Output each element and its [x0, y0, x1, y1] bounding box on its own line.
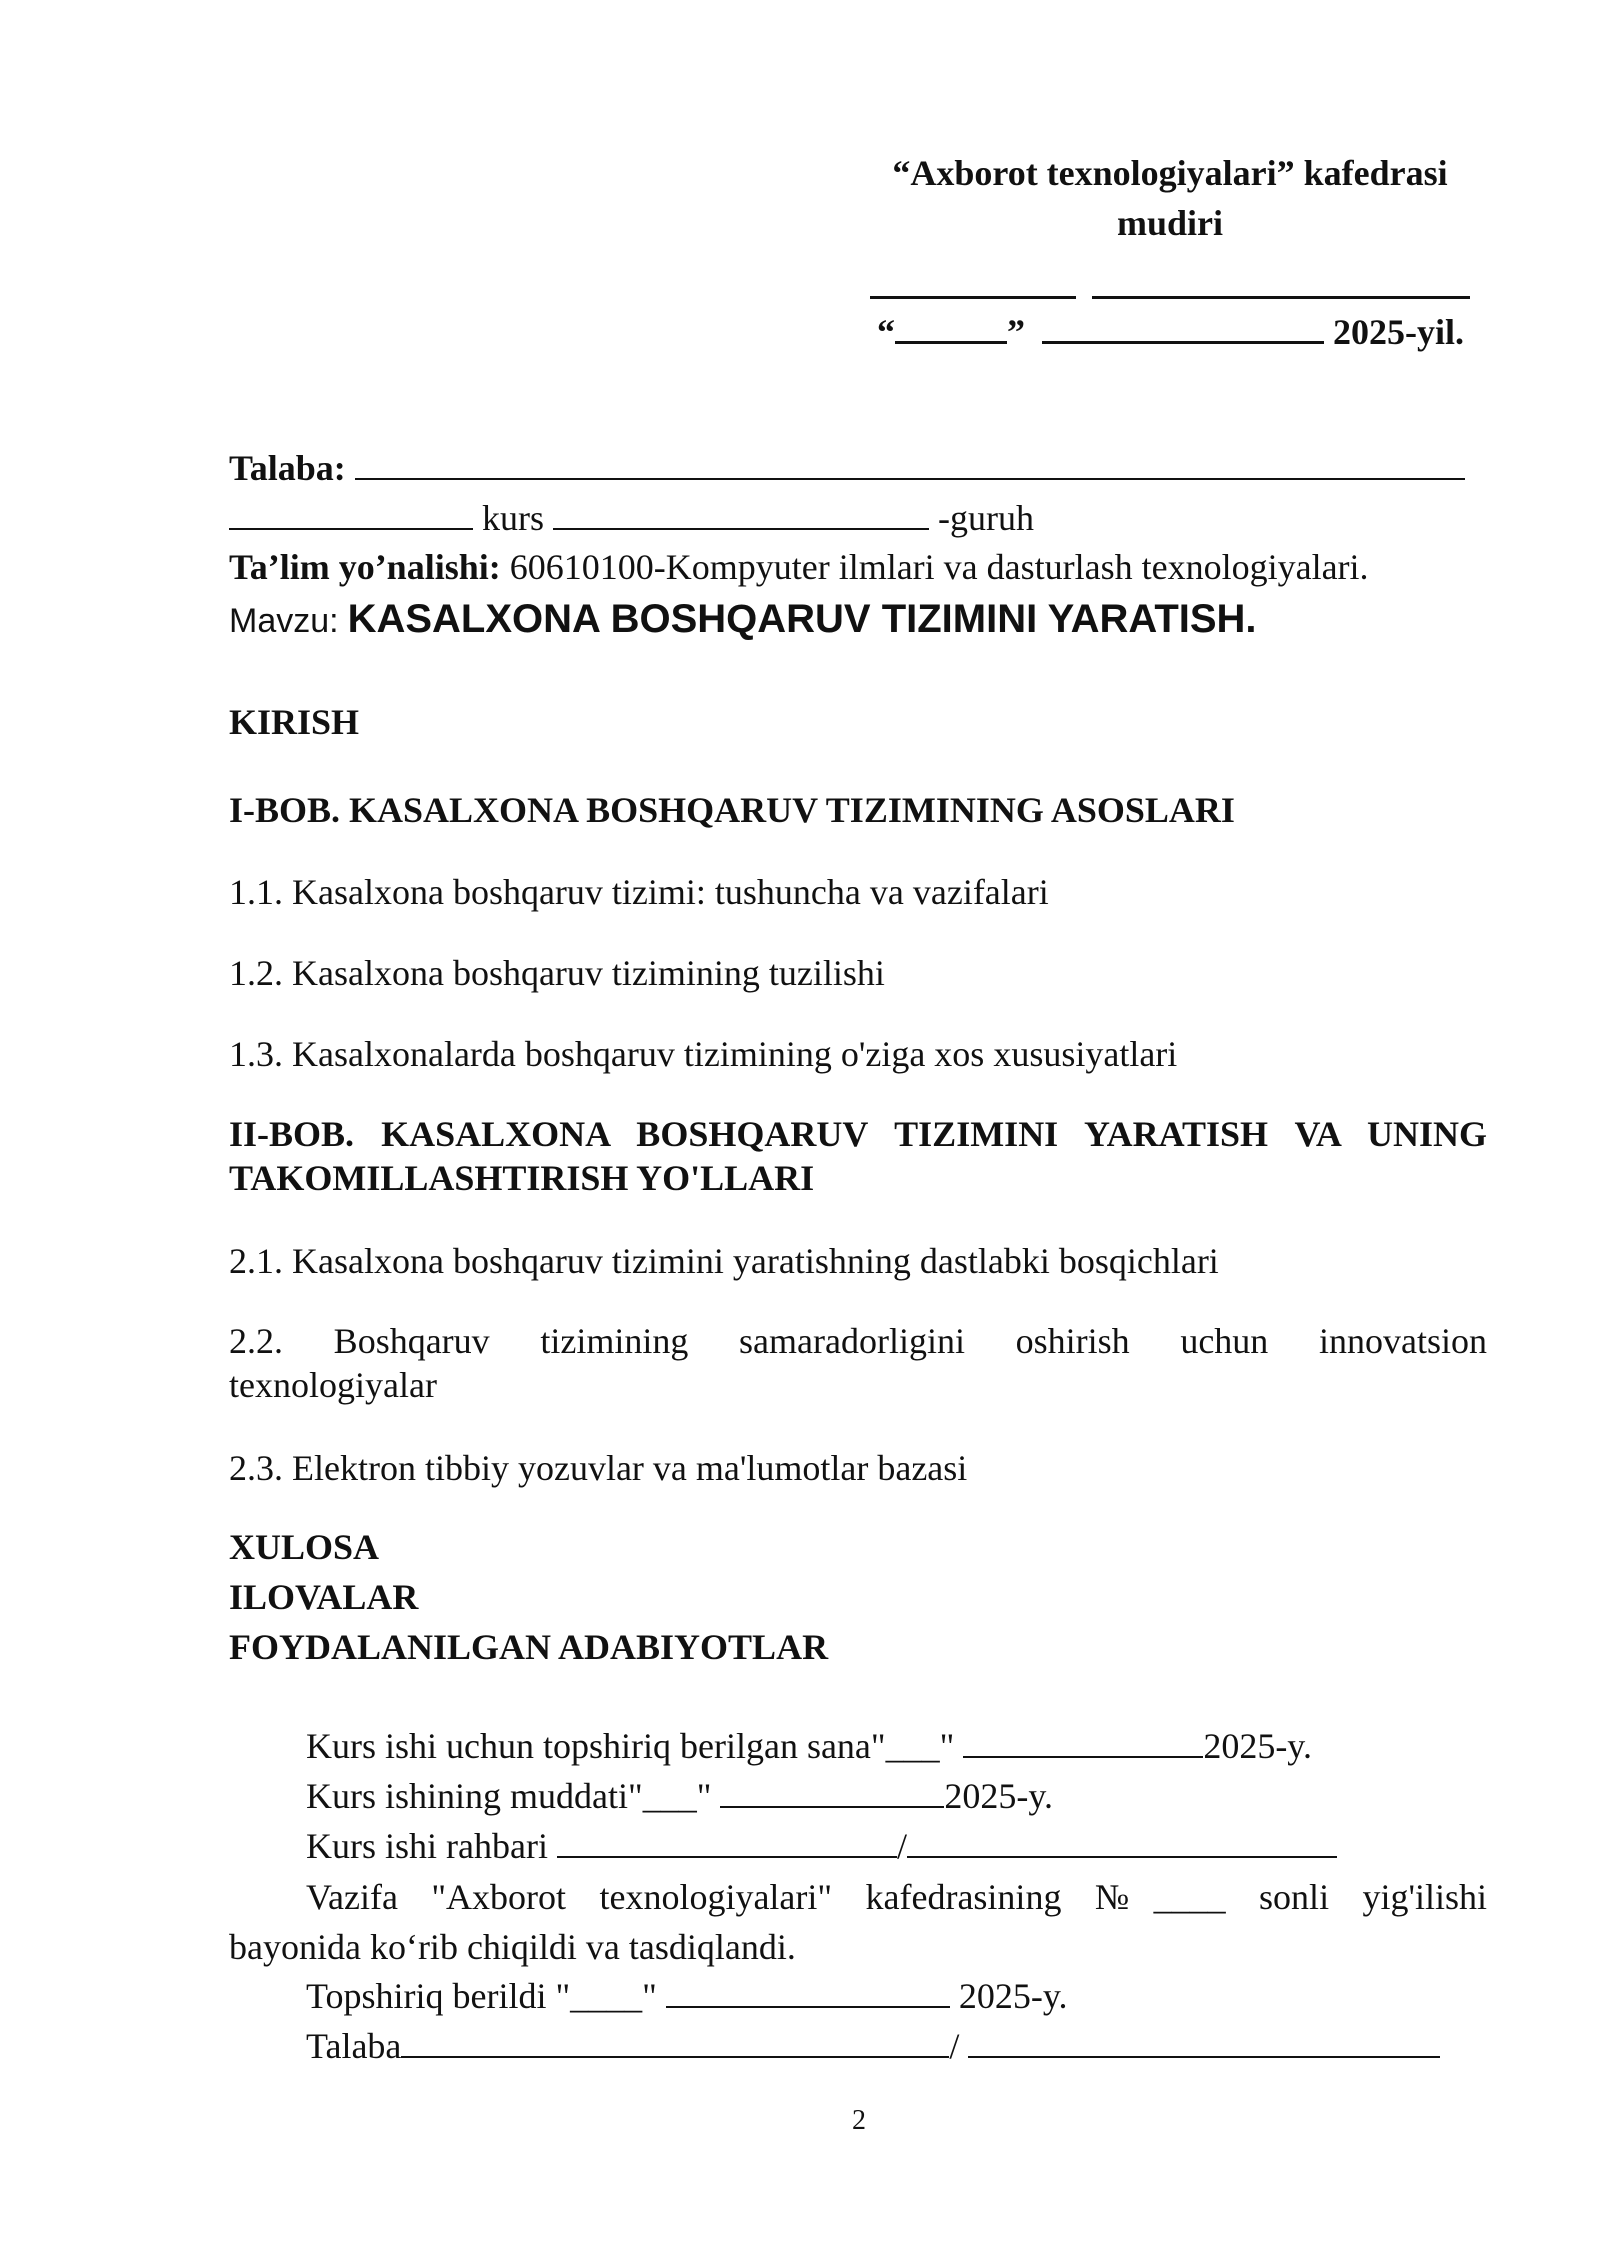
student-line	[229, 442, 1465, 493]
supervisor-signature-blank	[907, 1820, 1337, 1858]
student-sign-separator: /	[949, 2026, 969, 2066]
approval-date	[870, 305, 1470, 357]
supervisor-separator: /	[896, 1826, 907, 1866]
section-1-1: 1.1. Kasalxona boshqaruv tizimi: tushuncha va vazifalari	[229, 872, 1049, 912]
student-signature-blank	[968, 2020, 1440, 2058]
issued-label: Topshiriq berildi "____"	[306, 1976, 666, 2016]
approval-note	[229, 1872, 1487, 1972]
course-blank	[229, 492, 473, 530]
section-2-1: 2.1. Kasalxona boshqaruv tizimini yaratishning dastlabki bosqichlari	[229, 1241, 1219, 1281]
course-label: kurs	[482, 498, 544, 538]
references-heading: FOYDALANILGAN ADABIYOTLAR	[229, 1627, 829, 1667]
section-2-2	[229, 1319, 1487, 1407]
direction-label: Ta’lim yo’nalishi:	[229, 547, 501, 587]
department-head-role: mudiri	[1116, 203, 1223, 243]
course-group-line	[229, 492, 1034, 543]
issued-blank	[666, 1970, 950, 2008]
topic-line	[229, 594, 1257, 646]
given-date-label: Kurs ishi uchun topshiriq berilgan sana"___"	[306, 1726, 964, 1766]
chapter2-heading	[229, 1112, 1487, 1200]
signature-line	[870, 258, 1470, 299]
approval-year: 2025-yil.	[1333, 312, 1464, 352]
department-head-title: “Axborot texnologiyalari” kafedrasi	[892, 153, 1448, 193]
chapter2-heading-line1: II-BOB. KASALXONA BOSHQARUV TIZIMINI YARATISH VA UNING	[229, 1114, 1487, 1154]
section-1-2: 1.2. Kasalxona boshqaruv tizimining tuzilishi	[229, 953, 885, 993]
group-label: -guruh	[938, 498, 1034, 538]
page-number: 2	[852, 2105, 866, 2136]
given-date-year: 2025-y.	[1203, 1726, 1312, 1766]
intro-heading: KIRISH	[229, 702, 360, 742]
deadline-line	[306, 1770, 1053, 1821]
approval-block	[870, 148, 1470, 357]
supervisor-line	[306, 1820, 1337, 1871]
section-2-2-line2: texnologiyalar	[229, 1365, 437, 1405]
section-2-2-line1: 2.2. Boshqaruv tizimining samaradorligini oshirish uchun innovatsion	[229, 1321, 1487, 1361]
direction-value: 60610100-Kompyuter ilmlari va dasturlash texnologiyalari.	[509, 547, 1369, 587]
signature-blank	[870, 258, 1076, 299]
section-2-3: 2.3. Elektron tibbiy yozuvlar va ma'lumotlar bazasi	[229, 1448, 968, 1488]
month-blank	[1042, 305, 1324, 344]
student-label: Talaba:	[229, 448, 346, 488]
issued-year: 2025-y.	[949, 1976, 1068, 2016]
approval-note-line2: bayonida koʻrib chiqildi va tasdiqlandi.	[229, 1927, 796, 1967]
approval-note-line1: Vazifa "Axborot texnologiyalari" kafedrasining №____ sonli yig'ilishi	[306, 1877, 1487, 1917]
appendix-heading: ILOVALAR	[229, 1577, 419, 1617]
deadline-year: 2025-y.	[944, 1776, 1054, 1816]
student-sign-line	[306, 2020, 1440, 2071]
day-blank	[895, 305, 1007, 344]
group-blank	[553, 492, 929, 530]
chapter1-heading: I-BOB. KASALXONA BOSHQARUV TIZIMINING ASOSLARI	[229, 790, 1235, 830]
supervisor-name-blank	[557, 1820, 897, 1858]
supervisor-label: Kurs ishi rahbari	[306, 1826, 557, 1866]
deadline-label: Kurs ishining muddati"___"	[306, 1776, 721, 1816]
given-date-blank	[963, 1720, 1203, 1758]
student-name-blank	[355, 442, 1465, 480]
date-close-quote: ”	[1007, 312, 1025, 352]
chapter2-heading-line2: TAKOMILLASHTIRISH YO'LLARI	[229, 1158, 815, 1198]
section-1-3: 1.3. Kasalxonalarda boshqaruv tizimining o'ziga xos xususiyatlari	[229, 1034, 1178, 1074]
deadline-blank	[720, 1770, 944, 1808]
name-blank	[1092, 258, 1470, 299]
given-date-line	[306, 1720, 1312, 1771]
date-open-quote: “	[877, 312, 895, 352]
topic-value: KASALXONA BOSHQARUV TIZIMINI YARATISH.	[347, 597, 1257, 641]
direction-line	[229, 542, 1369, 592]
student-name-sign-blank	[401, 2020, 949, 2058]
topic-label: Mavzu:	[229, 602, 339, 640]
conclusion-heading: XULOSA	[229, 1527, 380, 1567]
issued-line	[306, 1970, 1068, 2021]
student-sign-label: Talaba	[306, 2026, 402, 2066]
